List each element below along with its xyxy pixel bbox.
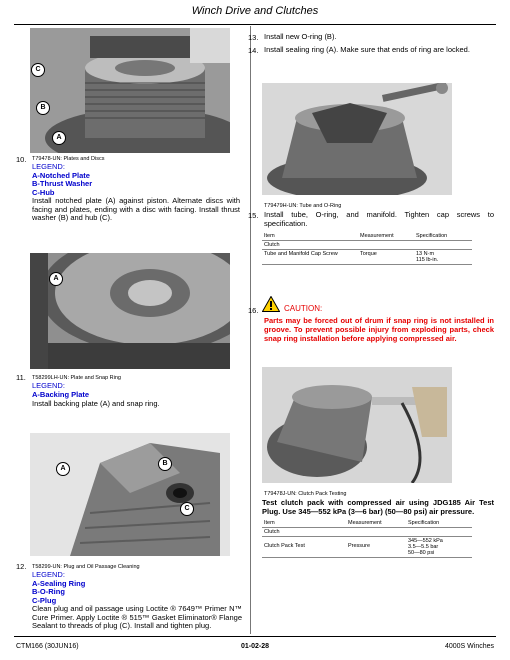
- table-cell: [414, 250, 472, 265]
- table-row: [262, 537, 472, 558]
- figure-caption: T79478-UN: Plates and Discs: [32, 156, 105, 162]
- spec-value: 50—80 psi: [408, 550, 435, 556]
- step-17-text: Test clutch pack with compressed air using JDG185 Air Test Plug. Use 345—552 kPa (3—6 bar) (50—80 psi) air pressure.: [262, 498, 494, 516]
- warning-icon-shape: [262, 296, 280, 312]
- footer-rule: [14, 636, 496, 637]
- warning-icon: [262, 296, 280, 312]
- step-number: 14.: [248, 46, 259, 55]
- header-rule: [14, 24, 496, 25]
- caution-title: CAUTION:: [284, 304, 323, 313]
- legend-title: LEGEND:: [32, 570, 65, 579]
- legend-step-10: [32, 163, 242, 197]
- figure-caption: T58299LH-UN: Plate and Snap Ring: [32, 375, 121, 381]
- table-group: Clutch: [262, 528, 472, 537]
- footer-doc-id: CTM166 (30JUN16): [16, 643, 79, 650]
- callout-b: B: [158, 457, 172, 471]
- figure-clutch-pack-test-image: [262, 367, 452, 483]
- callout-b: B: [36, 101, 50, 115]
- footer-manual-title: 4000S Winches: [444, 643, 494, 650]
- table-row: [262, 528, 472, 537]
- callout-a: A: [56, 462, 70, 476]
- spec-value: 13 N·m: [416, 251, 435, 257]
- legend-title: LEGEND:: [32, 162, 65, 171]
- table-header: Measurement: [358, 232, 414, 241]
- table-header: Item: [262, 519, 346, 528]
- table-cell: Clutch Pack Test: [262, 537, 346, 558]
- figure-plate-snap-ring-image: [30, 253, 230, 369]
- figure-caption: T79478J-UN: Clutch Pack Testing: [264, 491, 347, 497]
- legend-step-12: [32, 571, 242, 605]
- step-10-text: Install notched plate (A) against piston. Alternate discs with facing and plates, ending with a disc with facing. Install thrust washer (B) and hub (C).: [32, 196, 240, 223]
- legend-item: A-Sealing Ring: [32, 578, 86, 588]
- step-11-text: Install backing plate (A) and snap ring.: [32, 399, 160, 408]
- figure-plug-oil-passage: [30, 433, 230, 556]
- step-number: 16.: [248, 306, 259, 315]
- step-13-text: Install new O-ring (B).: [264, 32, 337, 41]
- table-header: Measurement: [346, 519, 406, 528]
- spec-table-cap-screw: [262, 232, 472, 265]
- table-header: Specification: [406, 519, 472, 528]
- legend-item: C-Plug: [32, 595, 57, 605]
- callout-c: C: [180, 502, 194, 516]
- table-header-row: [262, 519, 472, 528]
- table-cell: Torque: [358, 250, 414, 265]
- callout-a: A: [49, 272, 63, 286]
- legend-item: C-Hub: [32, 187, 55, 197]
- figure-plate-snap-ring: [30, 253, 230, 369]
- legend-item: A-Backing Plate: [32, 389, 90, 399]
- spec-value: 345—552 kPa: [408, 538, 443, 544]
- table-cell: [406, 537, 472, 558]
- step-number: 12.: [16, 562, 27, 571]
- table-header: Specification: [414, 232, 472, 241]
- table-cell: Tube and Manifold Cap Screw: [262, 250, 358, 265]
- figure-clutch-pack-test: [262, 367, 452, 483]
- column-divider: [250, 26, 251, 634]
- figure-caption: T79479H-UN: Tube and O-Ring: [264, 203, 342, 209]
- spec-value: 115 lb-in.: [416, 257, 439, 263]
- legend-title: LEGEND:: [32, 381, 65, 390]
- callout-c: C: [31, 63, 45, 77]
- step-number: 11.: [16, 373, 26, 382]
- step-number: 15.: [248, 211, 259, 220]
- table-row: [262, 241, 472, 250]
- spec-value: 3.5—5.5 bar: [408, 544, 439, 550]
- legend-item: B-Thrust Washer: [32, 179, 93, 188]
- figure-plug-oil-passage-image: [30, 433, 230, 556]
- legend-step-11: [32, 382, 242, 399]
- table-header-row: [262, 232, 472, 241]
- figure-caption: T58299-UN: Plug and Oil Passage Cleaning: [32, 564, 140, 570]
- figure-tube-oring: [262, 83, 452, 195]
- page-header: [0, 0, 510, 24]
- table-header: Item: [262, 232, 358, 241]
- spec-table-clutch-pack: [262, 519, 472, 558]
- table-row: [262, 250, 472, 265]
- legend-item: A-Notched Plate: [32, 170, 90, 180]
- page-title: Winch Drive and Clutches: [191, 5, 319, 17]
- table-cell: Pressure: [346, 537, 406, 558]
- step-number: 10.: [16, 155, 27, 164]
- figure-tube-oring-image: [262, 83, 452, 195]
- callout-a: A: [52, 131, 66, 145]
- step-14-text: Install sealing ring (A). Make sure that ends of ring are locked.: [264, 45, 470, 54]
- footer-page-number: 01-02-28: [240, 643, 270, 650]
- step-number: 13.: [248, 33, 259, 42]
- step-12-text: Clean plug and oil passage using Loctite ® 7649™ Primer N™ Cure Primer. Apply Loctite ® 515™ Gasket Eliminator® Flange Sealant to threads of plug (C). Install and tighten plug.: [32, 604, 242, 631]
- table-group: Clutch: [262, 241, 472, 250]
- step-15-text: Install tube, O-ring, and manifold. Tighten cap screws to specification.: [264, 210, 494, 228]
- legend-item: B-O-Ring: [32, 587, 65, 596]
- caution-text: Parts may be forced out of drum if snap ring is not installed in groove. To prevent possible injury from exploding parts, check snap ring installation before applying compressed air.: [264, 316, 494, 343]
